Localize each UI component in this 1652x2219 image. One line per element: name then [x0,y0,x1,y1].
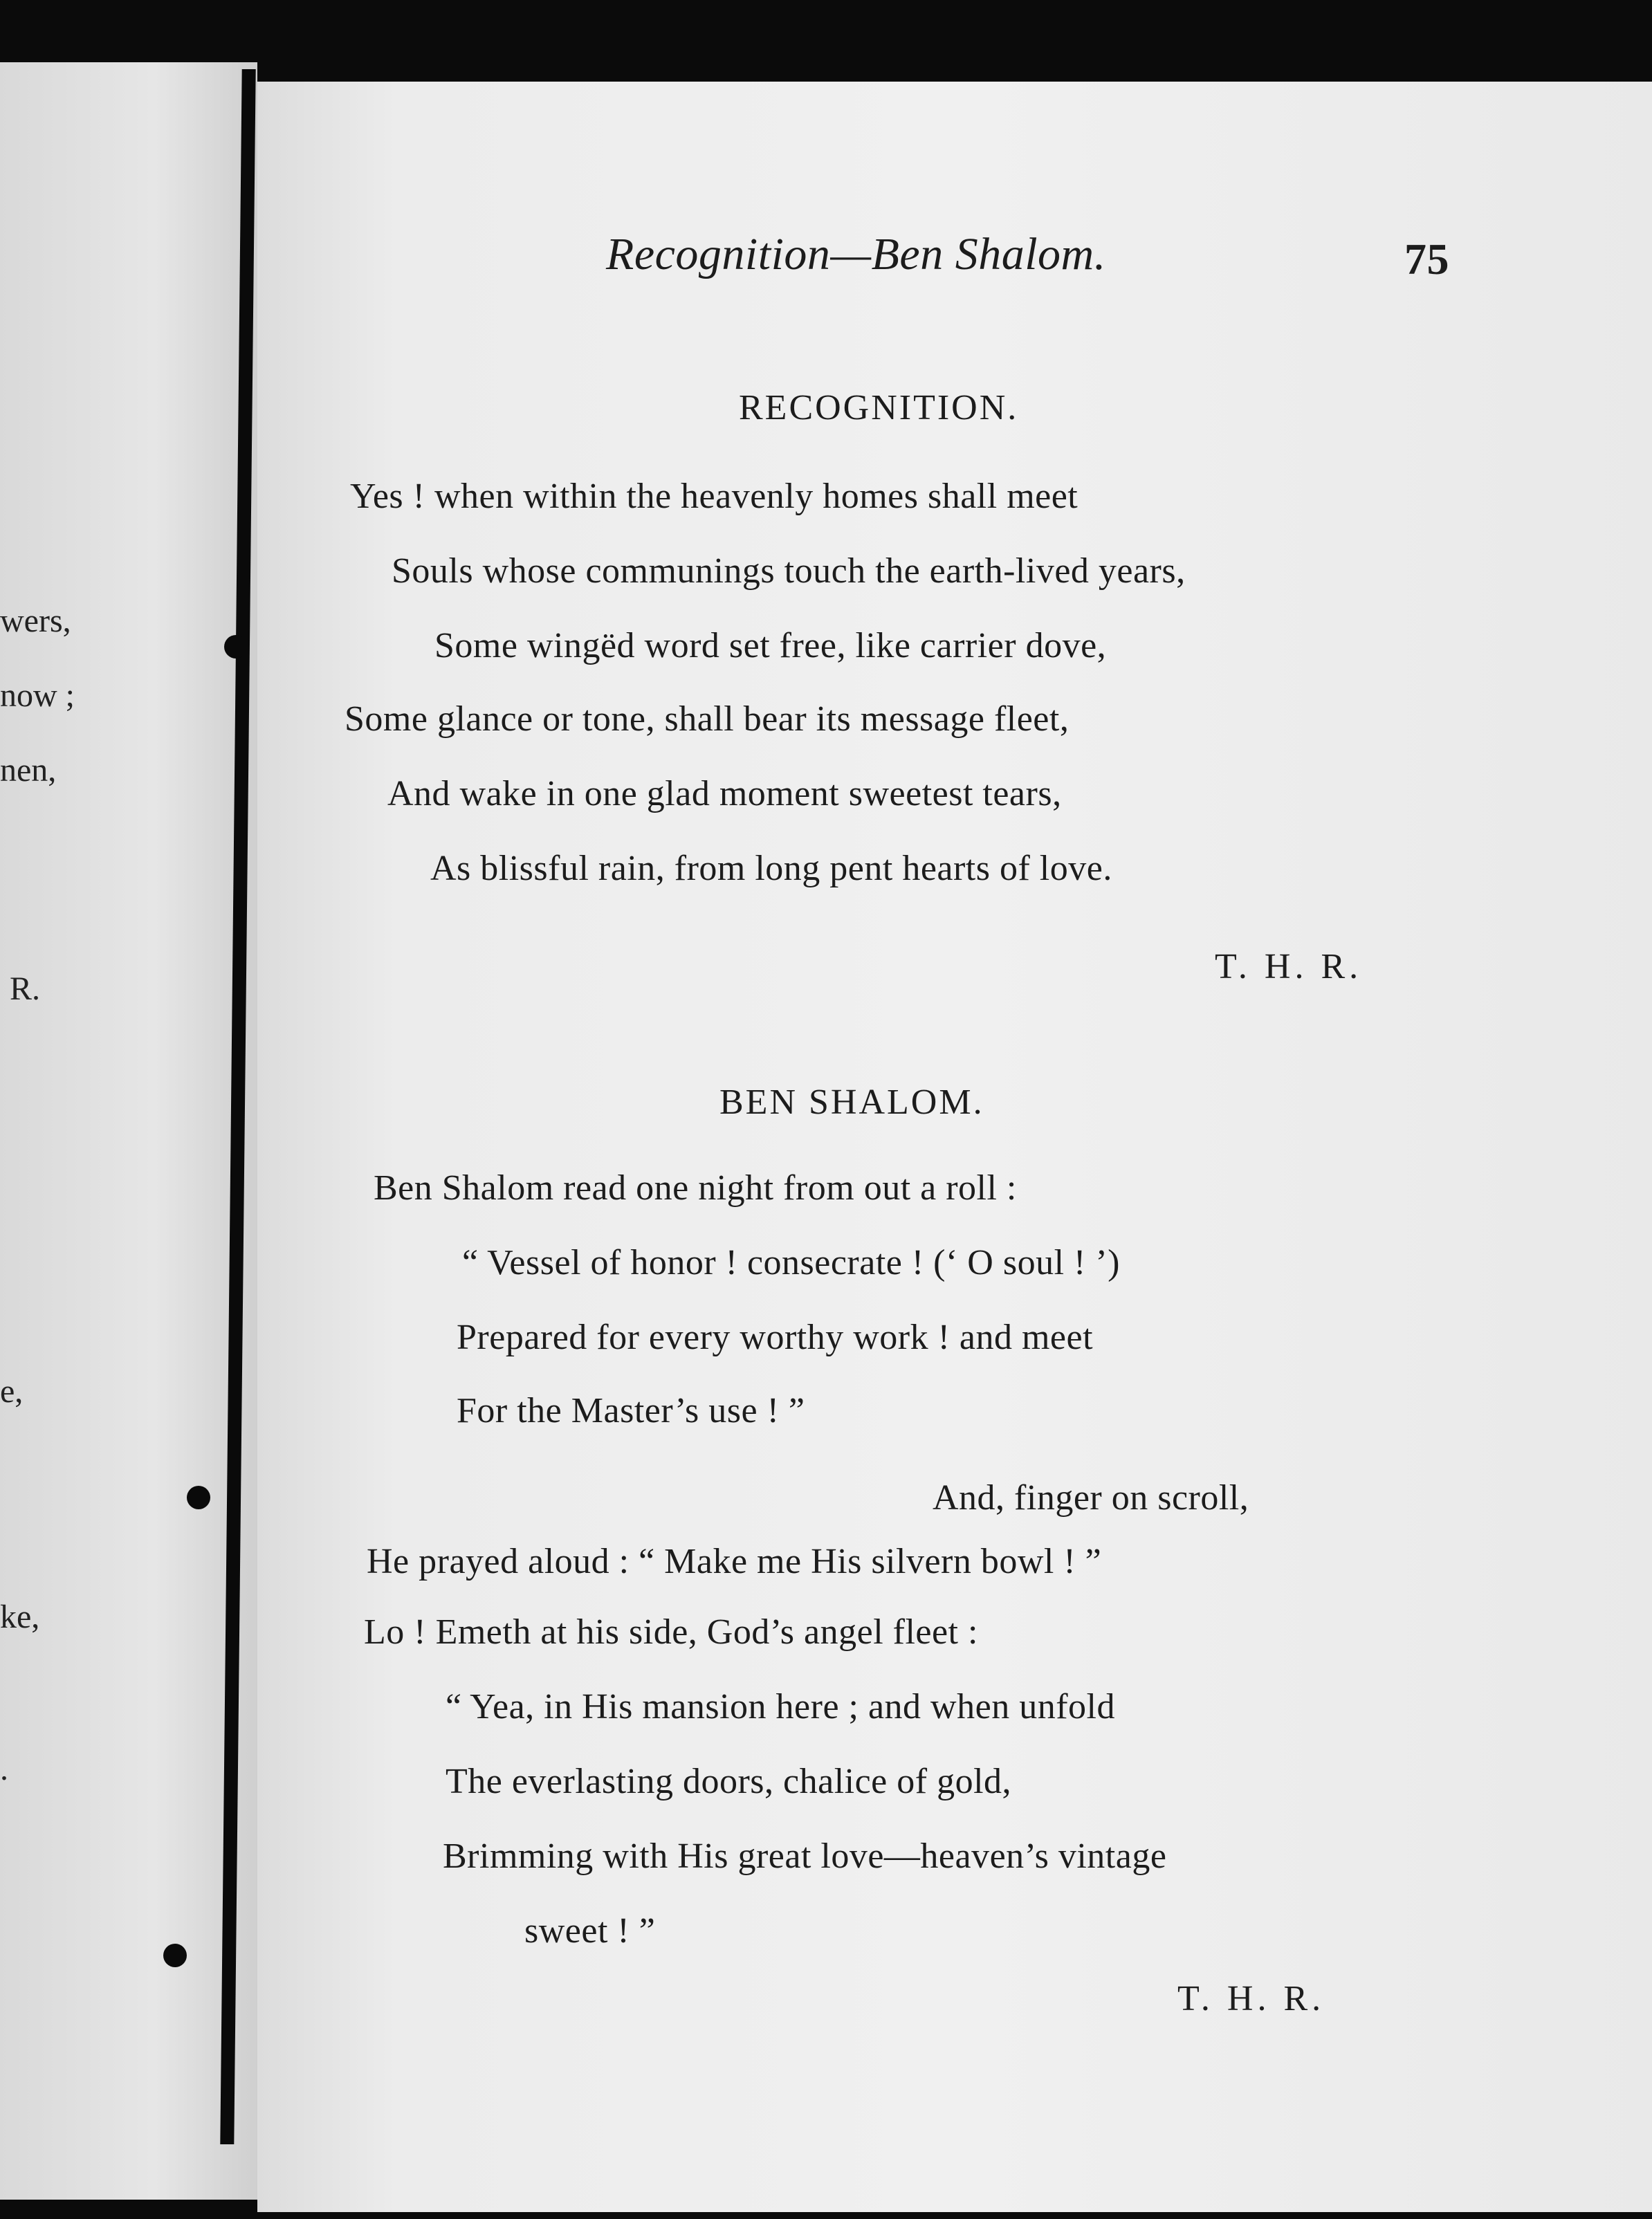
poem-signature: T. H. R. [1215,947,1363,986]
running-head: Recognition—Ben Shalom. [606,229,1106,279]
poem-line: Lo ! Emeth at his side, God’s angel fleet : [364,1612,978,1652]
poem-line: “ Vessel of honor ! consecrate ! (‘ O soul ! ’) [462,1243,1120,1282]
poem-title: RECOGNITION. [739,388,1019,427]
page-number: 75 [1404,234,1449,284]
poem-line: And wake in one glad moment sweetest tears, [387,774,1062,813]
left-fragment-line: nen, [0,752,57,789]
binding-stitch [224,635,248,659]
left-fragment-line: . [0,1751,8,1787]
poem-line: Some wingëd word set free, like carrier dove, [434,626,1107,665]
poem-line: Ben Shalom read one night from out a roll : [374,1168,1017,1208]
poem-title: BEN SHALOM. [719,1083,984,1122]
poem-line: As blissful rain, from long pent hearts of love. [430,849,1112,888]
poem-line: For the Master’s use ! ” [457,1391,805,1430]
poem-line: Some glance or tone, shall bear its message fleet, [345,699,1070,739]
poem-line: He prayed aloud : “ Make me His silvern bowl ! ” [367,1542,1102,1581]
poem-signature: T. H. R. [1177,1979,1325,2018]
poem-line: sweet ! ” [524,1911,656,1951]
left-fragment-line: wers, [0,602,71,639]
poem-line: “ Yea, in His mansion here ; and when unfold [446,1687,1115,1727]
left-fragment-line: e, [0,1373,24,1410]
poem-line: And, finger on scroll, [933,1478,1249,1518]
binding-stitch [187,1486,210,1509]
left-fragment-line: ke, [0,1599,40,1635]
previous-page-fragment [0,62,257,2200]
poem-line: Souls whose communings touch the earth-lived years, [392,551,1186,591]
left-fragment-line: R. [10,970,41,1007]
poem-line: Prepared for every worthy work ! and meet [457,1318,1094,1357]
poem-line: Brimming with His great love—heaven’s vintage [443,1836,1167,1876]
binding-stitch [163,1944,187,1967]
poem-line: Yes ! when within the heavenly homes shall meet [350,477,1079,516]
left-fragment-line: now ; [0,677,75,714]
poem-line: The everlasting doors, chalice of gold, [446,1762,1012,1801]
